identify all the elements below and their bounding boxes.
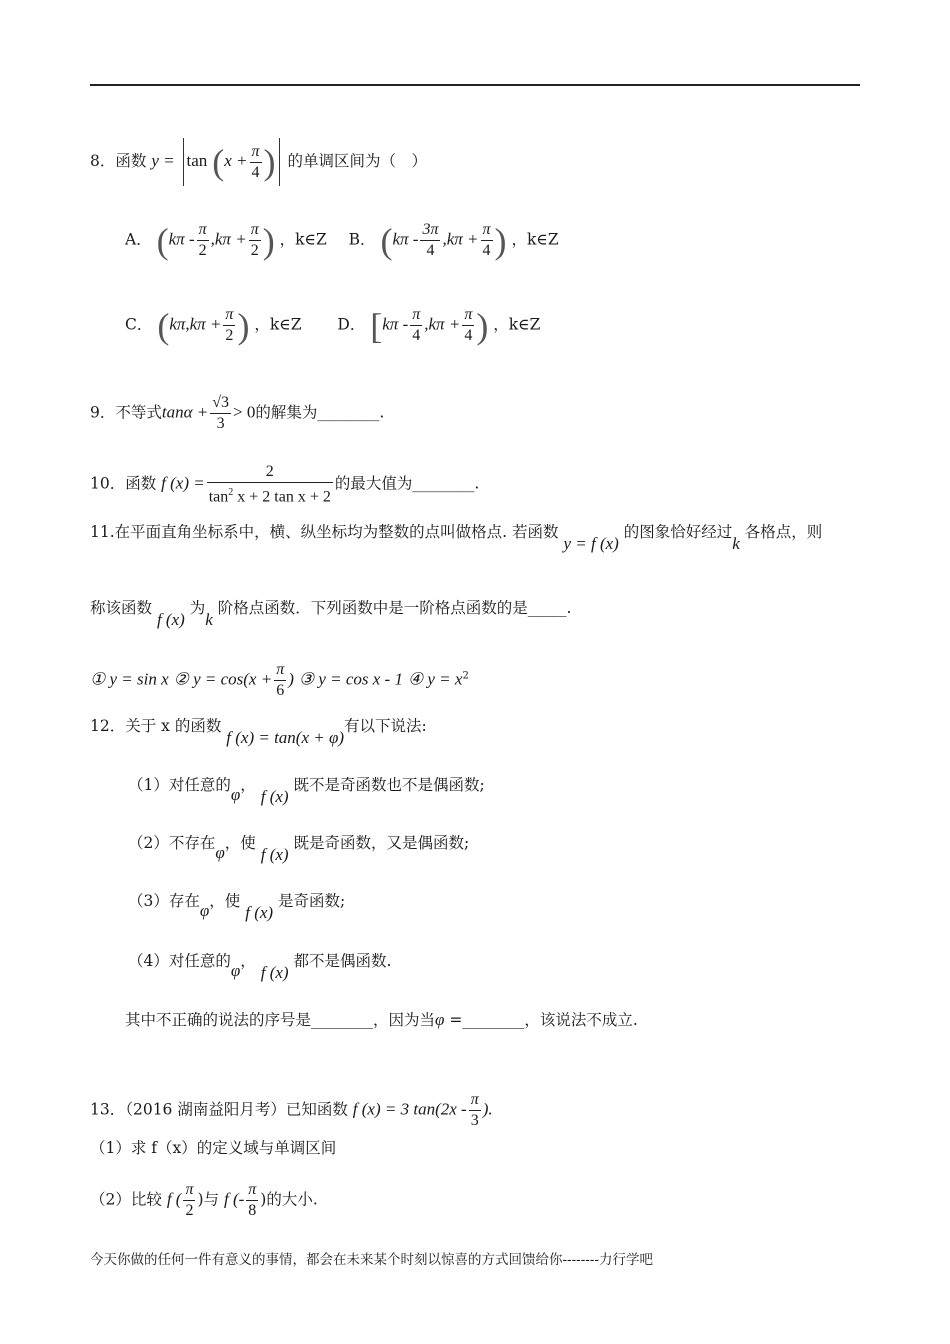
q13-frac [183, 1180, 195, 1221]
q11-text: 11.在平面直角坐标系中，横、纵坐标均为整数的点叫做格点. 若函数 [90, 523, 559, 541]
option-b-label: B． [348, 230, 376, 249]
q9-suffix: 的解集为________. [255, 403, 385, 422]
frac-den: 2 [185, 1202, 194, 1219]
phi: φ [215, 843, 225, 862]
q9-prefix: 9．不等式 [90, 403, 162, 422]
frac-num: 3π [420, 220, 440, 241]
frac [420, 220, 440, 261]
q8-tan: tan [186, 151, 208, 170]
stmt-text: ， [240, 776, 256, 794]
frac-den: 4 [412, 327, 421, 344]
paren-right: ) [494, 220, 507, 261]
frac-den: 4 [426, 242, 435, 259]
fx: f (x) [260, 963, 289, 982]
q13-close: ). [482, 1099, 493, 1119]
frac [249, 220, 261, 261]
k-in-z: ，k∈Z [254, 315, 302, 334]
phi: φ [230, 961, 241, 980]
q13-prefix: 13．（2016 湖南益阳月考）已知函数 [90, 1100, 348, 1119]
q12-conclusion [125, 1010, 638, 1030]
q11-text: 各格点，则 [744, 523, 823, 541]
fx: f (x) [260, 787, 289, 806]
frac-den: 4 [482, 242, 491, 259]
den-rest: x + 2 tan x + 2 [233, 488, 331, 506]
frac-num: π [274, 660, 286, 681]
header-rule [90, 84, 860, 86]
q8-options-cd [125, 305, 540, 346]
paren-left: ( [157, 305, 170, 346]
stmt-text: 既是奇函数，又是偶函数; [293, 834, 470, 852]
expr: kπ - [382, 314, 409, 334]
frac-num: π [197, 220, 209, 241]
bracket-left: [ [370, 305, 383, 346]
question-12 [90, 716, 427, 747]
frac-num: π [410, 305, 422, 326]
paren-right: ) [476, 305, 489, 346]
paren-left: ( [156, 220, 169, 261]
q8-y: y = [151, 151, 175, 170]
q11-k: k [205, 610, 213, 629]
question-13 [90, 1090, 493, 1131]
frac [410, 305, 422, 346]
frac-num: √3 [210, 393, 231, 414]
q10-prefix: 10．函数 [90, 474, 157, 493]
frac-den: 2 [250, 242, 259, 259]
stmt-text: ，使 [209, 892, 241, 910]
q12-suffix: 有以下说法: [344, 717, 427, 735]
q13-f: f ( [166, 1189, 182, 1209]
frac-den: 4 [464, 327, 473, 344]
expr: kπ - [392, 229, 419, 249]
abs-bar-right [279, 138, 280, 186]
abs-bar-left [183, 138, 184, 186]
q13-fx: f (x) = 3 tan(2x - [352, 1099, 467, 1119]
expr: ,kπ + [424, 314, 461, 334]
k-in-z: ，k∈Z [279, 230, 327, 249]
q10-suffix: 的最大值为________. [334, 474, 480, 493]
q9-tan-alpha: tanα + [161, 402, 209, 422]
phi: φ [230, 785, 241, 804]
q13-frac [246, 1180, 258, 1221]
frac-num: π [250, 142, 262, 163]
q13-part-1 [90, 1138, 336, 1158]
q12-statement-2 [128, 833, 470, 864]
q12-prefix: 12．关于 x 的函数 [90, 717, 222, 735]
question-8 [90, 138, 427, 186]
q8-stem: 8．函数 [90, 152, 147, 170]
question-11-line1 [90, 522, 823, 553]
q13-f: f (- [223, 1189, 245, 1209]
frac-den: 6 [276, 682, 285, 699]
question-10 [90, 462, 479, 507]
frac [223, 305, 235, 346]
q11-opt4-sup: 2 [462, 670, 469, 682]
paren-right: ) [237, 305, 250, 346]
k-in-z: ，k∈Z [493, 315, 541, 334]
stmt-text: ， [240, 952, 256, 970]
den-sup: 2 [228, 487, 234, 498]
frac-num: 2 [207, 462, 333, 483]
q9-gt0: > 0 [233, 402, 256, 422]
stmt-text: （1）对任意的 [128, 776, 231, 794]
expr: ,kπ + [442, 229, 479, 249]
frac-num: π [249, 220, 261, 241]
frac-den: 8 [248, 1202, 257, 1219]
q12-statement-3 [128, 891, 346, 922]
q11-opt2-close: ) [288, 669, 294, 689]
den-tan: tan [208, 488, 229, 506]
q11-yfx: y = f (x) [563, 534, 619, 553]
conclusion-text: 其中不正确的说法的序号是________，因为当 [125, 1011, 436, 1029]
frac-num: π [223, 305, 235, 326]
q12-statement-4 [128, 951, 392, 982]
q11-opt4: ④ y = x [407, 669, 463, 689]
frac-num: π [183, 1180, 195, 1201]
q8-options-ab [125, 220, 559, 261]
paren-left: ( [212, 142, 225, 182]
q11-opt3: ③ y = cos x - 1 [298, 669, 403, 689]
q9-frac [210, 393, 231, 434]
q11-text: 为 [189, 599, 206, 617]
stmt-text: 既不是奇函数也不是偶函数; [293, 776, 485, 794]
q11-opt1: ① y = sin x [90, 669, 169, 689]
q13-p2: （2）比较 [90, 1190, 162, 1209]
frac [197, 220, 209, 261]
frac-den: 2 [198, 242, 207, 259]
q13-p2: )的大小. [260, 1190, 318, 1209]
stmt-text: （4）对任意的 [128, 952, 231, 970]
question-9 [90, 393, 384, 434]
option-d-label: D． [337, 315, 366, 334]
q13-p2: )与 [197, 1190, 220, 1209]
frac-num: π [469, 1090, 481, 1111]
q8-x-plus: x + [224, 151, 248, 170]
q12-statement-1 [128, 775, 485, 806]
stmt-text: （2）不存在 [128, 834, 216, 852]
conclusion-text: =________，该说法不成立. [449, 1011, 638, 1029]
fx: f (x) [260, 845, 289, 864]
frac-num: π [481, 220, 493, 241]
paren-right: ) [263, 142, 276, 182]
phi: φ [199, 901, 210, 920]
question-11-line2 [90, 598, 572, 629]
stmt-text: 都不是偶函数. [293, 952, 392, 970]
frac [481, 220, 493, 261]
frac-den: 4 [251, 163, 260, 181]
q12-fx: f (x) = tan(x + φ) [226, 728, 345, 747]
stmt-text: （3）存在 [128, 892, 200, 910]
q13-part-2 [90, 1180, 318, 1221]
q11-fx: f (x) [156, 610, 185, 629]
q11-opt2: ② y = cos(x + [173, 669, 273, 689]
q11-text: 称该函数 [90, 599, 153, 617]
q10-frac [207, 462, 333, 507]
paren-left: ( [380, 220, 393, 261]
expr: kπ - [168, 229, 195, 249]
stmt-text: ，使 [224, 834, 256, 852]
option-c-label: C． [125, 315, 153, 334]
q13-p1: （1）求 f（x）的定义域与单调区间 [90, 1139, 337, 1157]
q11-text: 阶格点函数．下列函数中是一阶格点函数的是_____. [217, 599, 572, 617]
paren-right: ) [262, 220, 275, 261]
frac-den [207, 483, 333, 507]
frac-den: 3 [216, 415, 225, 432]
k-in-z: ，k∈Z [511, 230, 559, 249]
phi: φ [435, 1010, 445, 1029]
expr: ,kπ + [210, 229, 247, 249]
fx: f (x) [245, 903, 274, 922]
q10-fx: f (x) = [161, 473, 205, 493]
frac-num: π [462, 305, 474, 326]
option-a-label: A． [125, 230, 152, 249]
frac-num: π [246, 1180, 258, 1201]
frac-den: 2 [225, 327, 234, 344]
stmt-text: 是奇函数; [278, 892, 346, 910]
q11-k: k [732, 534, 740, 553]
q8-frac [250, 142, 262, 183]
q11-text: 的图象恰好经过 [623, 523, 733, 541]
question-11-options [90, 660, 469, 701]
q8-stem-suffix: 的单调区间为（ ） [287, 152, 427, 170]
frac-den: 3 [470, 1112, 479, 1129]
expr: kπ,kπ + [169, 314, 222, 334]
q13-frac [469, 1090, 481, 1131]
frac [462, 305, 474, 346]
q11-frac [274, 660, 286, 701]
footer-motto: 今天你做的任何一件有意义的事情，都会在未来某个时刻以惊喜的方式回馈给你--------力行学吧 [90, 1252, 653, 1268]
